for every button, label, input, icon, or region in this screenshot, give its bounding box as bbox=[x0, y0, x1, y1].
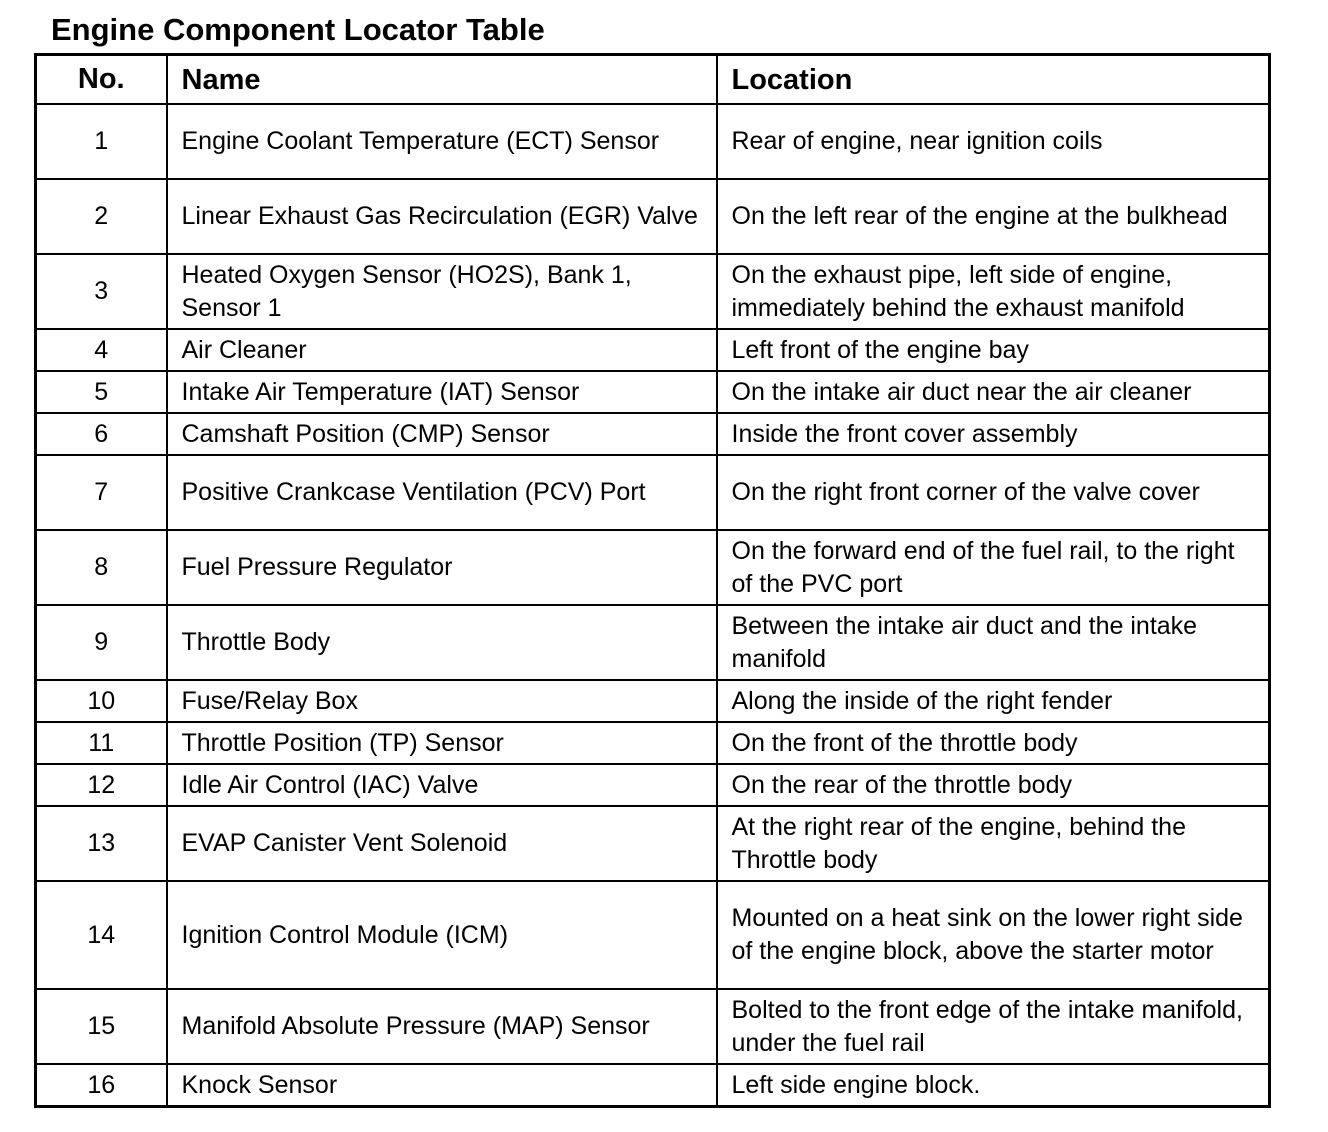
component-name: Positive Crankcase Ventilation (PCV) Port bbox=[167, 455, 717, 530]
component-location: At the right rear of the engine, behind the Throttle body bbox=[717, 806, 1270, 881]
component-name: Ignition Control Module (ICM) bbox=[167, 881, 717, 989]
component-location: Left side engine block. bbox=[717, 1064, 1270, 1107]
component-location: On the front of the throttle body bbox=[717, 722, 1270, 764]
table-row bbox=[36, 881, 1270, 989]
component-location: Inside the front cover assembly bbox=[717, 413, 1270, 455]
row-number: 4 bbox=[36, 329, 167, 371]
component-name: Manifold Absolute Pressure (MAP) Sensor bbox=[167, 989, 717, 1064]
row-number: 1 bbox=[36, 104, 167, 179]
component-name: Knock Sensor bbox=[167, 1064, 717, 1107]
component-name: Idle Air Control (IAC) Valve bbox=[167, 764, 717, 806]
table-row bbox=[36, 329, 1270, 371]
table-row bbox=[36, 455, 1270, 530]
table-row bbox=[36, 104, 1270, 179]
column-header-name: Name bbox=[167, 55, 717, 105]
table-row bbox=[36, 680, 1270, 722]
row-number: 12 bbox=[36, 764, 167, 806]
row-number: 2 bbox=[36, 179, 167, 254]
column-header-no: No. bbox=[36, 55, 167, 105]
table-row bbox=[36, 764, 1270, 806]
table-row bbox=[36, 989, 1270, 1064]
component-location: Mounted on a heat sink on the lower right side of the engine block, above the starter motor bbox=[717, 881, 1270, 989]
component-location: On the intake air duct near the air cleaner bbox=[717, 371, 1270, 413]
component-name: Throttle Position (TP) Sensor bbox=[167, 722, 717, 764]
component-location: On the left rear of the engine at the bulkhead bbox=[717, 179, 1270, 254]
component-location: Along the inside of the right fender bbox=[717, 680, 1270, 722]
column-header-location: Location bbox=[717, 55, 1270, 105]
row-number: 5 bbox=[36, 371, 167, 413]
table-row bbox=[36, 413, 1270, 455]
row-number: 14 bbox=[36, 881, 167, 989]
table-row bbox=[36, 1064, 1270, 1107]
component-name: Air Cleaner bbox=[167, 329, 717, 371]
component-location: Between the intake air duct and the intake manifold bbox=[717, 605, 1270, 680]
table-row bbox=[36, 605, 1270, 680]
row-number: 8 bbox=[36, 530, 167, 605]
page-title: Engine Component Locator Table bbox=[51, 12, 545, 47]
table-header-row bbox=[36, 55, 1270, 105]
row-number: 3 bbox=[36, 254, 167, 329]
component-name: Heated Oxygen Sensor (HO2S), Bank 1, Sensor 1 bbox=[167, 254, 717, 329]
component-name: EVAP Canister Vent Solenoid bbox=[167, 806, 717, 881]
row-number: 15 bbox=[36, 989, 167, 1064]
table-row bbox=[36, 371, 1270, 413]
component-location: On the rear of the throttle body bbox=[717, 764, 1270, 806]
component-location: Left front of the engine bay bbox=[717, 329, 1270, 371]
component-name: Camshaft Position (CMP) Sensor bbox=[167, 413, 717, 455]
row-number: 9 bbox=[36, 605, 167, 680]
component-location: On the right front corner of the valve cover bbox=[717, 455, 1270, 530]
table-row bbox=[36, 806, 1270, 881]
row-number: 16 bbox=[36, 1064, 167, 1107]
component-location: Rear of engine, near ignition coils bbox=[717, 104, 1270, 179]
table-row bbox=[36, 722, 1270, 764]
row-number: 13 bbox=[36, 806, 167, 881]
component-location: On the exhaust pipe, left side of engine, immediately behind the exhaust manifold bbox=[717, 254, 1270, 329]
component-name: Intake Air Temperature (IAT) Sensor bbox=[167, 371, 717, 413]
table-row bbox=[36, 254, 1270, 329]
table-row bbox=[36, 179, 1270, 254]
component-locator-table bbox=[34, 53, 1271, 1108]
row-number: 7 bbox=[36, 455, 167, 530]
component-name: Engine Coolant Temperature (ECT) Sensor bbox=[167, 104, 717, 179]
row-number: 11 bbox=[36, 722, 167, 764]
row-number: 6 bbox=[36, 413, 167, 455]
component-location: On the forward end of the fuel rail, to the right of the PVC port bbox=[717, 530, 1270, 605]
component-location: Bolted to the front edge of the intake manifold, under the fuel rail bbox=[717, 989, 1270, 1064]
table-row bbox=[36, 530, 1270, 605]
component-name: Linear Exhaust Gas Recirculation (EGR) Valve bbox=[167, 179, 717, 254]
component-name: Fuse/Relay Box bbox=[167, 680, 717, 722]
component-name: Fuel Pressure Regulator bbox=[167, 530, 717, 605]
row-number: 10 bbox=[36, 680, 167, 722]
component-name: Throttle Body bbox=[167, 605, 717, 680]
